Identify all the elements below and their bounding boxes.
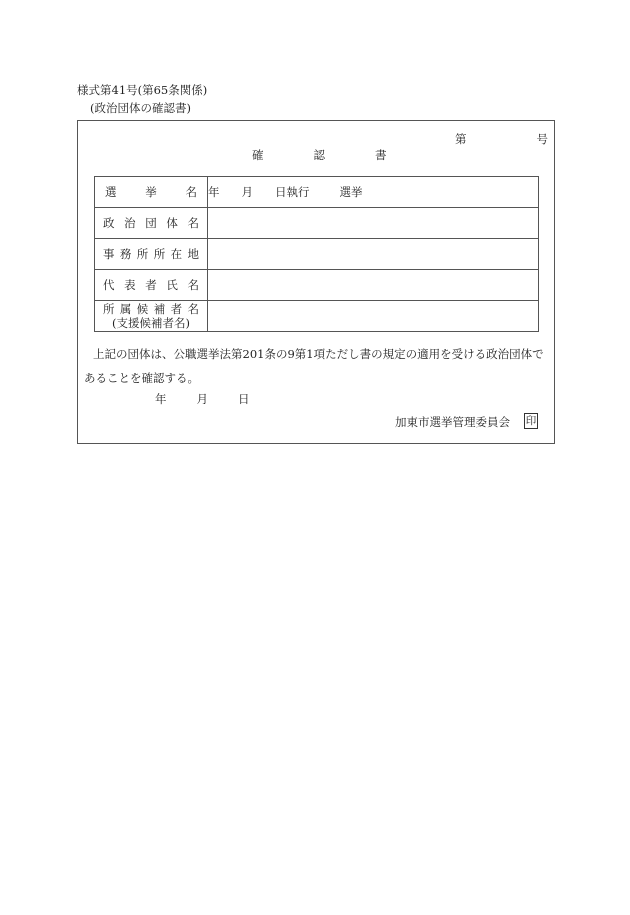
election-name-value-cell [208, 177, 539, 208]
election-year-label: 年 [208, 185, 220, 199]
table-row [95, 239, 539, 270]
representative-name-value-cell [208, 270, 539, 301]
seal-mark: 印 [525, 415, 537, 427]
supported-candidate-name-label: (支援候補者名) [112, 316, 190, 330]
table-row [95, 270, 539, 301]
political-group-name-label: 政治団体名 [103, 216, 199, 230]
form-code: 様式第41号(第65条関係) [77, 83, 208, 97]
candidate-name-value-cell [208, 301, 539, 332]
office-address-label-cell [95, 239, 208, 270]
candidate-name-label: 所属候補者名 [103, 301, 199, 316]
title-char-1: 確 [252, 148, 264, 162]
form-subtitle: (政治団体の確認書) [90, 101, 191, 115]
election-month-label: 月 [241, 185, 253, 199]
political-group-name-label-cell [95, 208, 208, 239]
title-char-3: 書 [375, 148, 387, 162]
body-text-line-2: あることを確認する。 [84, 371, 199, 385]
election-name-label: 選挙名 [105, 185, 197, 199]
number-prefix: 第 [455, 132, 467, 146]
table-row [95, 177, 539, 208]
table-row [95, 208, 539, 239]
election-label: 選挙 [339, 185, 363, 199]
office-address-label: 事務所所在地 [103, 247, 199, 261]
number-suffix: 号 [536, 132, 548, 146]
representative-name-label-cell [95, 270, 208, 301]
document-title [252, 150, 387, 162]
date-line [155, 394, 250, 406]
info-table [94, 176, 539, 332]
representative-name-label: 代表者氏名 [103, 278, 199, 292]
office-address-value-cell [208, 239, 539, 270]
candidate-name-label-cell [95, 301, 208, 332]
date-year-label: 年 [155, 392, 167, 406]
title-char-2: 認 [313, 148, 325, 162]
body-text-line-1: 上記の団体は、公職選挙法第201条の9第1項ただし書の規定の適用を受ける政治団体で [93, 347, 544, 361]
table-row [95, 301, 539, 332]
date-day-label: 日 [238, 392, 250, 406]
committee-name: 加東市選挙管理委員会 [395, 415, 510, 429]
political-group-name-value-cell [208, 208, 539, 239]
election-name-label-cell [95, 177, 208, 208]
date-month-label: 月 [196, 392, 208, 406]
election-executed-label: 日執行 [275, 185, 310, 199]
document-number-label [455, 134, 548, 146]
